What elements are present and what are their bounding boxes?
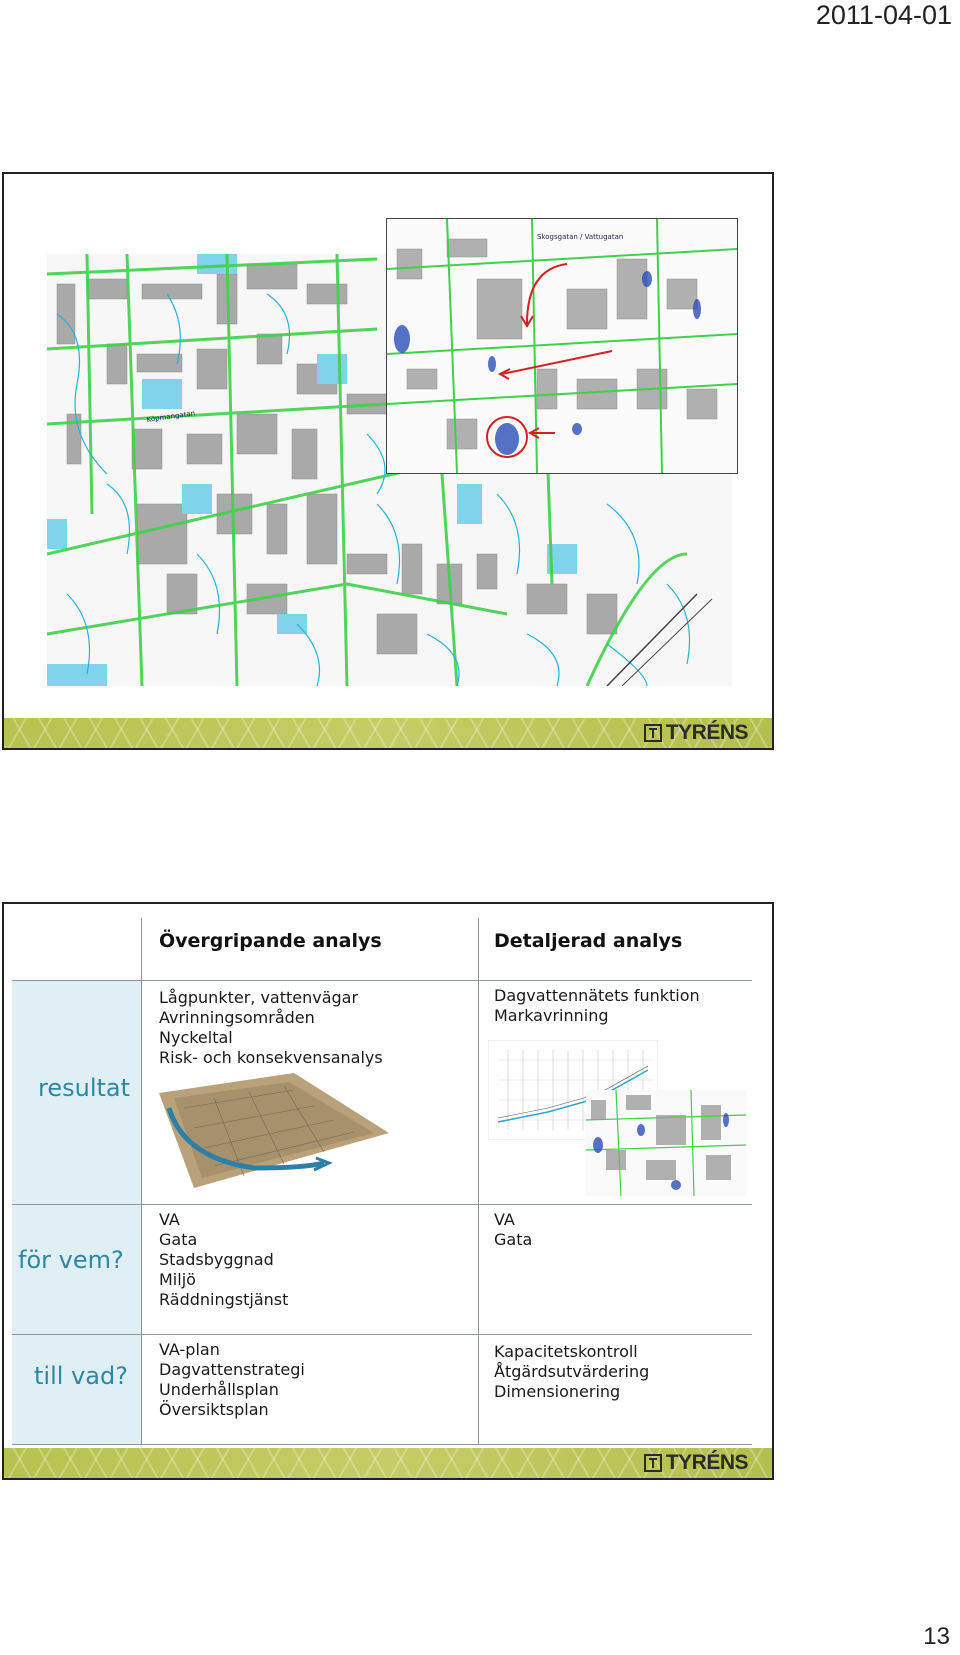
logo-text: TYRÉNS bbox=[665, 1451, 748, 1474]
list-item: Risk- och konsekvensanalys bbox=[159, 1048, 383, 1067]
table-rule bbox=[12, 1334, 752, 1335]
map-street-label: Köpmangatan bbox=[146, 409, 196, 424]
row-label-result: resultat bbox=[38, 1074, 131, 1102]
list-item: Avrinningsområden bbox=[159, 1008, 315, 1027]
table-rule bbox=[12, 1204, 752, 1205]
overview-result-list bbox=[159, 988, 383, 1068]
logo-text: TYRÉNS bbox=[665, 721, 748, 744]
list-item: Stadsbyggnad bbox=[159, 1250, 274, 1269]
tyrens-logo-icon bbox=[644, 1454, 662, 1472]
inset-label: Skogsgatan / Vattugatan bbox=[537, 233, 624, 241]
page-date: 2011-04-01 bbox=[815, 0, 952, 30]
table-rule bbox=[12, 1444, 752, 1445]
header-overview: Övergripande analys bbox=[159, 930, 382, 952]
list-item: Gata bbox=[494, 1230, 533, 1249]
slide-footer-band bbox=[4, 1448, 772, 1478]
list-item: Nyckeltal bbox=[159, 1028, 233, 1047]
overview-for-whom-list bbox=[159, 1210, 288, 1310]
overview-for-what-list bbox=[159, 1340, 305, 1420]
tyrens-logo bbox=[644, 1450, 748, 1476]
list-item: Räddningstjänst bbox=[159, 1290, 289, 1309]
header-detailed: Detaljerad analys bbox=[494, 930, 683, 952]
list-item: Dimensionering bbox=[494, 1382, 621, 1401]
list-item: VA bbox=[159, 1210, 180, 1229]
slide-map bbox=[2, 172, 774, 750]
table-rule bbox=[478, 918, 479, 1444]
detail-map-inset bbox=[386, 218, 738, 474]
list-item: Markavrinning bbox=[494, 1006, 609, 1025]
list-item: Miljö bbox=[159, 1270, 196, 1289]
slide-footer-band bbox=[4, 718, 772, 748]
detailed-for-whom-list bbox=[494, 1210, 532, 1250]
list-item: Åtgärdsutvärdering bbox=[494, 1362, 650, 1381]
list-item: Kapacitetskontroll bbox=[494, 1342, 638, 1361]
list-item: Underhållsplan bbox=[159, 1380, 279, 1399]
slide-analysis-table bbox=[2, 902, 774, 1480]
detailed-result-list bbox=[494, 986, 700, 1026]
detail-map-thumbnail bbox=[586, 1090, 746, 1196]
list-item: Översiktsplan bbox=[159, 1400, 269, 1419]
page-number: 13 bbox=[923, 1623, 950, 1650]
list-item: VA-plan bbox=[159, 1340, 220, 1359]
list-item: Dagvattenstrategi bbox=[159, 1360, 305, 1379]
terrain-3d-image bbox=[154, 1068, 394, 1194]
list-item: Lågpunkter, vattenvägar bbox=[159, 988, 359, 1007]
tyrens-logo bbox=[644, 720, 748, 746]
list-item: Gata bbox=[159, 1230, 198, 1249]
detailed-for-what-list bbox=[494, 1342, 649, 1402]
row-label-for-what: till vad? bbox=[34, 1362, 128, 1390]
list-item: Dagvattennätets funktion bbox=[494, 986, 700, 1005]
table-rule bbox=[12, 980, 752, 981]
row-label-for-whom: för vem? bbox=[18, 1246, 124, 1274]
list-item: VA bbox=[494, 1210, 515, 1229]
tyrens-logo-icon bbox=[644, 724, 662, 742]
table-rule bbox=[141, 918, 142, 1444]
